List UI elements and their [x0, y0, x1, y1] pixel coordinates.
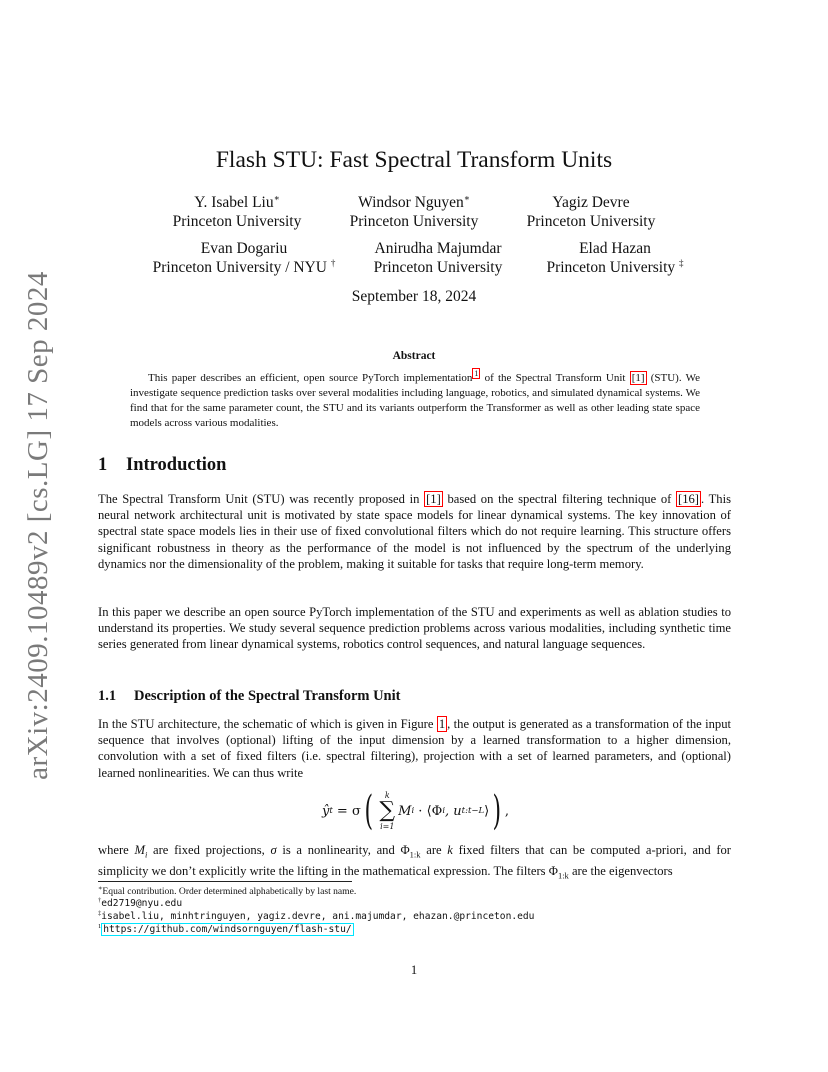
paragraph-text: The Spectral Transform Unit (STU) was recently proposed in	[98, 492, 425, 506]
eq-left-paren: (	[364, 788, 373, 834]
math-subscript: 1:k	[409, 849, 421, 860]
paper-title: Flash STU: Fast Spectral Transform Units	[215, 147, 613, 173]
citation-link[interactable]: [1]	[631, 372, 645, 384]
author-mark: ∗	[463, 192, 470, 203]
footnote-mark: ∗	[98, 884, 103, 892]
subsection-title: Description of the Spectral Transform Unit	[134, 688, 401, 704]
section-title: Introduction	[126, 455, 227, 475]
author-affiliation: Princeton University	[172, 213, 302, 230]
description-paragraph-2	[98, 842, 731, 883]
footnote-link[interactable]: 1	[474, 369, 479, 379]
eq-inner: , u	[445, 803, 462, 819]
footnote-text: Equal contribution. Order determined alphabetically by last name.	[102, 886, 357, 897]
footnote	[98, 924, 354, 935]
sigma-icon: ∑	[379, 798, 396, 823]
affiliation-mark: †	[330, 257, 336, 268]
intro-paragraph-1	[98, 491, 731, 572]
author-affiliation: Princeton University	[526, 213, 656, 230]
intro-paragraph-2: In this paper we describe an open source PyTorch implementation of the STU and experiments as well as ablation studies to understand its properties. We study several sequence prediction problems across various modalities, including synthetic time series generated from linear dynamical systems, robotics control sequences, and natural language sequences.	[98, 605, 731, 652]
repository-link[interactable]: https://github.com/windsornguyen/flash-stu/	[103, 924, 352, 935]
eq-comma: ,	[504, 803, 509, 819]
paragraph-text: In the STU architecture, the schematic of which is given in Figure	[98, 717, 437, 731]
eq-sigma: = σ	[332, 803, 361, 819]
abstract-body	[130, 371, 700, 431]
author-block	[358, 239, 518, 277]
section-heading	[98, 455, 226, 476]
eq-sum-upper: k	[384, 791, 390, 800]
author-affiliation: Princeton University	[546, 259, 676, 276]
author-block	[134, 239, 354, 277]
equation	[0, 787, 828, 835]
author-name: Elad Hazan	[579, 240, 651, 257]
author-name: Yagiz Devre	[552, 194, 630, 211]
paragraph-text: . This neural network architectural unit is motivated by state space models for linear dynamical systems. The key innovation of spectral state space models lies in their use of fixed convolutional filters which do not require learning. This structure offers significant robustness in theory as the performance of the model is not influenced by the spectrum of the underlying dynamics nor the dimensionality of the problem, making it suitable for tasks that require long-term memory.	[98, 492, 731, 571]
author-block	[332, 193, 496, 231]
eq-inner: · ⟨Φ	[414, 803, 443, 819]
eq-term: M	[398, 803, 412, 819]
paragraph-text: is a nonlinearity, and	[276, 843, 401, 857]
author-block	[154, 193, 320, 231]
eq-subscript: t	[329, 806, 333, 816]
footnote-mark: ‡	[98, 909, 102, 917]
math-subscript: 1:k	[557, 870, 569, 881]
paragraph-text: , the output is generated as a transformation of the input sequence that involves (optional) lifting of the input dimension by a learned transformation to a higher dimension, convolution with a set of fixed filters (i.e. spectral filtering), projection with a set of learned parameters, and (optional) learned nonlinearities. We can thus write	[98, 717, 731, 780]
eq-subscript: t:t−L	[461, 806, 485, 816]
author-affiliation: Princeton University / NYU	[152, 259, 327, 276]
abstract-text: This paper describes an efficient, open source PyTorch implementation	[148, 372, 473, 384]
citation-link[interactable]: [16]	[678, 492, 699, 506]
abstract-text: (STU). We investigate sequence prediction tasks over several modalities including language, robotics, and simulated dynamical systems. We find that for the same parameter count, the STU and its variants outperform the Transformer as well as other leading state space models across various modalities.	[130, 372, 700, 429]
author-affiliation: Princeton University	[349, 213, 479, 230]
author-block	[530, 239, 700, 277]
eq-subscript: i	[411, 806, 415, 816]
math-symbol: Φ	[400, 843, 410, 857]
footnote-email: isabel.liu, minhtringuyen, yagiz.devre, ani.majumdar, ehazan.@princeton.edu	[101, 911, 535, 922]
paragraph-text: are the eigenvectors	[568, 863, 673, 878]
footnote	[98, 898, 182, 909]
paragraph-text: are	[420, 843, 448, 857]
math-symbol: σ	[270, 843, 277, 857]
author-block	[508, 193, 674, 231]
author-name: Anirudha Majumdar	[374, 240, 502, 257]
footnote-mark: †	[98, 896, 102, 904]
paragraph-text: are fixed projections,	[147, 843, 271, 857]
footnote	[98, 886, 356, 897]
footnote-mark: 1	[98, 922, 102, 930]
page-number: 1	[410, 963, 418, 977]
eq-summation	[379, 791, 395, 831]
math-subscript: i	[144, 849, 148, 860]
math-symbol: k	[447, 843, 453, 857]
math-symbol: M	[134, 843, 145, 857]
author-name: Evan Dogariu	[200, 240, 288, 257]
paragraph-text: fixed filters that can be computed a-priori, and for simplicity we don’t explicitly write the lifting in the mathematical expression. The filters	[98, 843, 732, 878]
abstract-heading: Abstract	[392, 350, 436, 362]
abstract-text: of the Spectral Transform Unit	[480, 372, 630, 384]
description-paragraph-1	[98, 716, 731, 781]
eq-sum-lower: i=1	[380, 822, 395, 831]
eq-right-paren: )	[492, 788, 502, 834]
affiliation-mark: ‡	[679, 257, 684, 268]
eq-subscript: i	[442, 806, 446, 816]
footnote-email: ed2719@nyu.edu	[101, 898, 183, 909]
author-name: Y. Isabel Liu	[194, 194, 274, 211]
figure-link[interactable]: 1	[438, 717, 446, 731]
eq-lhs: ŷ	[322, 803, 330, 819]
paragraph-text: where	[98, 843, 135, 857]
author-mark: ∗	[273, 192, 280, 203]
footnote-rule	[98, 881, 352, 882]
subsection-heading	[98, 688, 400, 705]
math-symbol: Φ	[548, 863, 558, 878]
section-number: 1	[98, 455, 108, 475]
eq-inner-close: ⟩	[484, 803, 490, 819]
paper-date: September 18, 2024	[351, 288, 477, 305]
paragraph-text: based on the spectral filtering technique of	[442, 492, 677, 506]
author-name: Windsor Nguyen	[358, 194, 464, 211]
subsection-number: 1.1	[98, 688, 117, 704]
citation-link[interactable]: [1]	[426, 492, 441, 506]
author-affiliation: Princeton University	[373, 259, 503, 276]
footnote	[98, 911, 534, 922]
arxiv-stamp-text: arXiv:2409.10489v2 [cs.LG] 17 Sep 2024	[21, 270, 54, 780]
